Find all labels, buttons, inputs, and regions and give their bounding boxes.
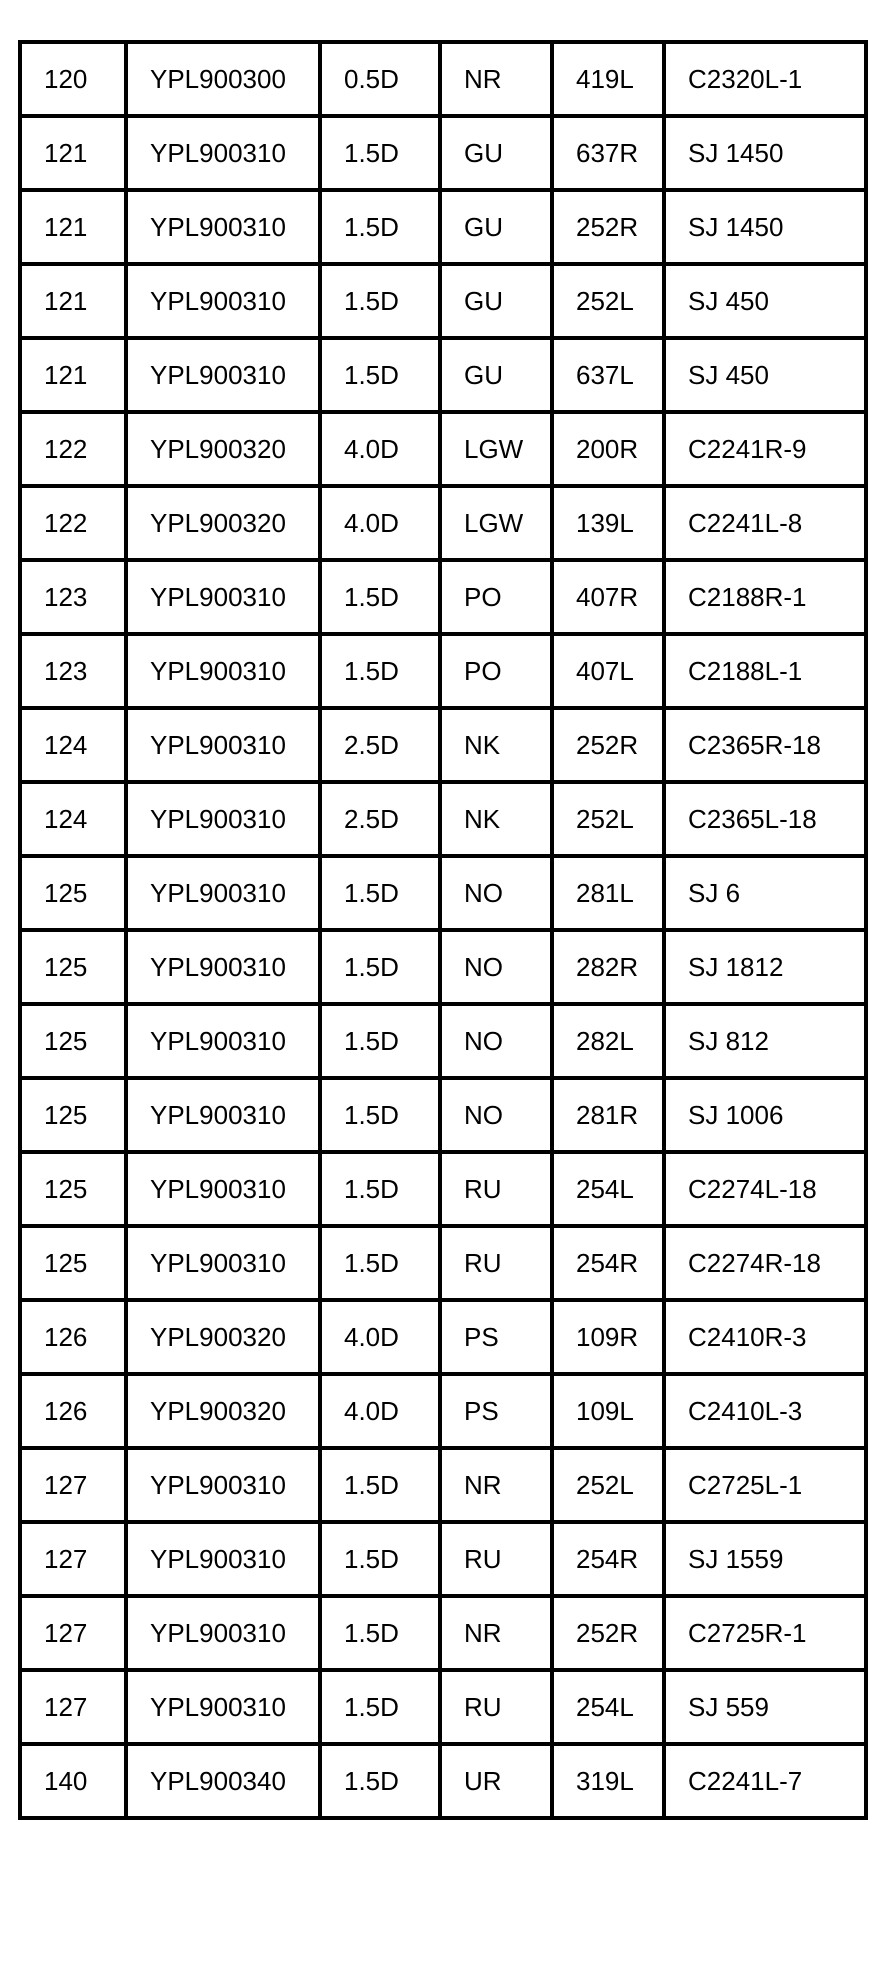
cell-id: 125: [20, 856, 126, 930]
cell-position: 109L: [552, 1374, 664, 1448]
cell-position: 282R: [552, 930, 664, 1004]
cell-size: 1.5D: [320, 116, 440, 190]
cell-part-number: YPL900310: [126, 338, 320, 412]
cell-reference: C2320L-1: [664, 42, 866, 116]
table-row: [20, 1300, 866, 1374]
cell-reference: SJ 1812: [664, 930, 866, 1004]
cell-position: 637R: [552, 116, 664, 190]
cell-position: 419L: [552, 42, 664, 116]
cell-reference: C2365L-18: [664, 782, 866, 856]
cell-position: 281R: [552, 1078, 664, 1152]
cell-code: NK: [440, 782, 552, 856]
cell-part-number: YPL900310: [126, 1152, 320, 1226]
table-row: [20, 1744, 866, 1818]
table-row: [20, 1448, 866, 1522]
cell-reference: SJ 6: [664, 856, 866, 930]
cell-position: 252L: [552, 1448, 664, 1522]
cell-code: PS: [440, 1374, 552, 1448]
cell-size: 1.5D: [320, 560, 440, 634]
cell-size: 1.5D: [320, 1744, 440, 1818]
cell-code: NR: [440, 1596, 552, 1670]
cell-code: NO: [440, 856, 552, 930]
cell-code: NO: [440, 930, 552, 1004]
cell-size: 2.5D: [320, 782, 440, 856]
document-table-container: [18, 40, 864, 1820]
cell-reference: C2725L-1: [664, 1448, 866, 1522]
cell-size: 1.5D: [320, 634, 440, 708]
cell-size: 4.0D: [320, 412, 440, 486]
cell-part-number: YPL900310: [126, 264, 320, 338]
cell-reference: C2188R-1: [664, 560, 866, 634]
cell-size: 1.5D: [320, 1522, 440, 1596]
cell-code: LGW: [440, 486, 552, 560]
cell-reference: SJ 812: [664, 1004, 866, 1078]
cell-position: 109R: [552, 1300, 664, 1374]
cell-part-number: YPL900340: [126, 1744, 320, 1818]
cell-reference: SJ 450: [664, 338, 866, 412]
cell-position: 254R: [552, 1522, 664, 1596]
table-row: [20, 560, 866, 634]
cell-part-number: YPL900310: [126, 856, 320, 930]
cell-part-number: YPL900310: [126, 782, 320, 856]
cell-part-number: YPL900310: [126, 1226, 320, 1300]
table-row: [20, 42, 866, 116]
cell-reference: SJ 1450: [664, 190, 866, 264]
table-row: [20, 338, 866, 412]
cell-id: 121: [20, 338, 126, 412]
cell-part-number: YPL900320: [126, 1374, 320, 1448]
cell-id: 140: [20, 1744, 126, 1818]
cell-code: PO: [440, 560, 552, 634]
cell-size: 1.5D: [320, 1226, 440, 1300]
cell-reference: C2188L-1: [664, 634, 866, 708]
cell-id: 127: [20, 1670, 126, 1744]
cell-code: NK: [440, 708, 552, 782]
table-row: [20, 782, 866, 856]
table-row: [20, 1078, 866, 1152]
cell-code: NO: [440, 1078, 552, 1152]
cell-reference: SJ 1006: [664, 1078, 866, 1152]
cell-id: 127: [20, 1448, 126, 1522]
cell-position: 254L: [552, 1670, 664, 1744]
cell-part-number: YPL900320: [126, 412, 320, 486]
cell-size: 2.5D: [320, 708, 440, 782]
cell-id: 126: [20, 1374, 126, 1448]
cell-size: 1.5D: [320, 1004, 440, 1078]
cell-position: 252L: [552, 782, 664, 856]
cell-id: 127: [20, 1522, 126, 1596]
cell-part-number: YPL900310: [126, 1596, 320, 1670]
cell-reference: SJ 450: [664, 264, 866, 338]
cell-id: 124: [20, 708, 126, 782]
table-row: [20, 856, 866, 930]
cell-size: 1.5D: [320, 1078, 440, 1152]
cell-position: 252R: [552, 708, 664, 782]
cell-id: 125: [20, 1152, 126, 1226]
cell-code: RU: [440, 1670, 552, 1744]
cell-position: 282L: [552, 1004, 664, 1078]
cell-id: 125: [20, 1226, 126, 1300]
cell-id: 123: [20, 560, 126, 634]
data-table: [18, 40, 868, 1820]
cell-size: 1.5D: [320, 930, 440, 1004]
cell-size: 1.5D: [320, 1596, 440, 1670]
cell-code: GU: [440, 190, 552, 264]
cell-part-number: YPL900310: [126, 1078, 320, 1152]
table-row: [20, 486, 866, 560]
cell-id: 122: [20, 486, 126, 560]
table-row: [20, 1152, 866, 1226]
cell-part-number: YPL900300: [126, 42, 320, 116]
cell-reference: C2410L-3: [664, 1374, 866, 1448]
cell-position: 252R: [552, 1596, 664, 1670]
table-body: [20, 42, 866, 1818]
cell-part-number: YPL900310: [126, 1522, 320, 1596]
cell-code: UR: [440, 1744, 552, 1818]
cell-reference: C2410R-3: [664, 1300, 866, 1374]
cell-part-number: YPL900310: [126, 1448, 320, 1522]
cell-reference: SJ 559: [664, 1670, 866, 1744]
cell-size: 1.5D: [320, 1670, 440, 1744]
cell-position: 252L: [552, 264, 664, 338]
table-row: [20, 634, 866, 708]
cell-id: 125: [20, 930, 126, 1004]
cell-size: 1.5D: [320, 338, 440, 412]
cell-code: PO: [440, 634, 552, 708]
cell-code: NO: [440, 1004, 552, 1078]
cell-position: 252R: [552, 190, 664, 264]
cell-reference: C2241L-7: [664, 1744, 866, 1818]
cell-id: 125: [20, 1078, 126, 1152]
cell-part-number: YPL900310: [126, 634, 320, 708]
cell-id: 123: [20, 634, 126, 708]
cell-position: 407R: [552, 560, 664, 634]
cell-id: 124: [20, 782, 126, 856]
table-row: [20, 708, 866, 782]
cell-part-number: YPL900310: [126, 190, 320, 264]
cell-code: RU: [440, 1226, 552, 1300]
table-row: [20, 1670, 866, 1744]
cell-id: 126: [20, 1300, 126, 1374]
cell-reference: C2725R-1: [664, 1596, 866, 1670]
cell-size: 0.5D: [320, 42, 440, 116]
table-row: [20, 1226, 866, 1300]
cell-part-number: YPL900320: [126, 1300, 320, 1374]
cell-size: 4.0D: [320, 486, 440, 560]
cell-part-number: YPL900310: [126, 560, 320, 634]
cell-code: NR: [440, 42, 552, 116]
cell-part-number: YPL900310: [126, 708, 320, 782]
cell-part-number: YPL900310: [126, 1670, 320, 1744]
cell-code: RU: [440, 1522, 552, 1596]
cell-reference: SJ 1450: [664, 116, 866, 190]
cell-reference: SJ 1559: [664, 1522, 866, 1596]
cell-position: 281L: [552, 856, 664, 930]
cell-position: 139L: [552, 486, 664, 560]
cell-size: 1.5D: [320, 264, 440, 338]
cell-id: 121: [20, 116, 126, 190]
cell-reference: C2241L-8: [664, 486, 866, 560]
cell-size: 1.5D: [320, 1152, 440, 1226]
cell-id: 121: [20, 264, 126, 338]
cell-code: NR: [440, 1448, 552, 1522]
cell-reference: C2241R-9: [664, 412, 866, 486]
table-row: [20, 412, 866, 486]
table-row: [20, 1596, 866, 1670]
cell-position: 319L: [552, 1744, 664, 1818]
cell-size: 1.5D: [320, 856, 440, 930]
cell-position: 254L: [552, 1152, 664, 1226]
cell-part-number: YPL900310: [126, 116, 320, 190]
cell-code: LGW: [440, 412, 552, 486]
cell-code: GU: [440, 116, 552, 190]
table-row: [20, 264, 866, 338]
cell-id: 121: [20, 190, 126, 264]
cell-position: 254R: [552, 1226, 664, 1300]
cell-position: 637L: [552, 338, 664, 412]
cell-reference: C2274R-18: [664, 1226, 866, 1300]
table-row: [20, 1522, 866, 1596]
cell-reference: C2365R-18: [664, 708, 866, 782]
cell-code: GU: [440, 338, 552, 412]
cell-id: 127: [20, 1596, 126, 1670]
table-row: [20, 1004, 866, 1078]
cell-reference: C2274L-18: [664, 1152, 866, 1226]
cell-part-number: YPL900310: [126, 930, 320, 1004]
cell-part-number: YPL900310: [126, 1004, 320, 1078]
cell-code: GU: [440, 264, 552, 338]
cell-code: PS: [440, 1300, 552, 1374]
cell-size: 4.0D: [320, 1300, 440, 1374]
cell-size: 1.5D: [320, 1448, 440, 1522]
cell-part-number: YPL900320: [126, 486, 320, 560]
cell-id: 120: [20, 42, 126, 116]
cell-size: 4.0D: [320, 1374, 440, 1448]
cell-id: 122: [20, 412, 126, 486]
table-row: [20, 930, 866, 1004]
cell-position: 200R: [552, 412, 664, 486]
table-row: [20, 1374, 866, 1448]
table-row: [20, 116, 866, 190]
cell-position: 407L: [552, 634, 664, 708]
cell-id: 125: [20, 1004, 126, 1078]
cell-code: RU: [440, 1152, 552, 1226]
cell-size: 1.5D: [320, 190, 440, 264]
table-row: [20, 190, 866, 264]
